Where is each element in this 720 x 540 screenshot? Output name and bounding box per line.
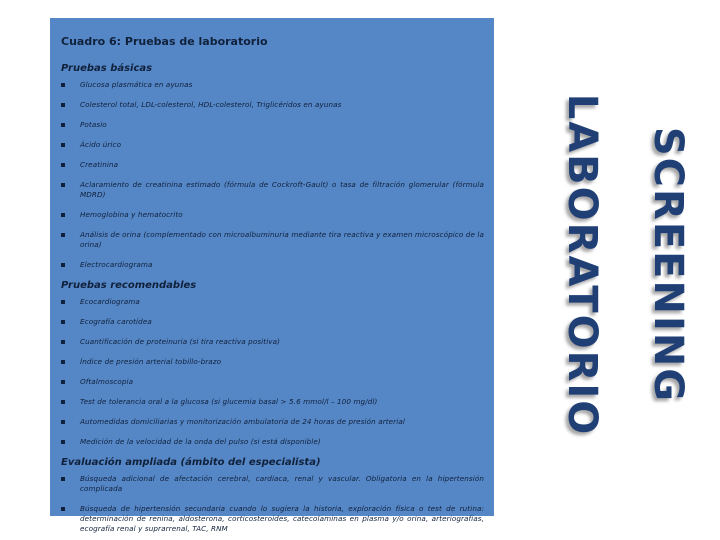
item-text: Índice de presión arterial tobillo-brazo — [80, 357, 222, 366]
item-text: Ecografía carotídea — [80, 317, 152, 326]
bullet-icon — [61, 420, 65, 424]
item-list — [61, 297, 484, 447]
side-title-laboratorio: LABORATORIO — [559, 93, 605, 437]
section-heading: Pruebas recomendables — [61, 280, 197, 291]
section-heading: Pruebas básicas — [61, 63, 153, 74]
section-basic-tests — [61, 63, 484, 270]
list-item — [61, 504, 484, 534]
panel-title: Cuadro 6: Pruebas de laboratorio — [61, 35, 268, 48]
list-item — [61, 317, 484, 327]
bullet-icon — [61, 477, 65, 481]
item-text: Oftalmoscopia — [80, 377, 134, 386]
list-item — [61, 474, 484, 494]
item-text: Medición de la velocidad de la onda del pulso (si está disponible) — [80, 437, 321, 446]
bullet-icon — [61, 440, 65, 444]
section-recommended-tests — [61, 280, 484, 447]
list-item — [61, 100, 484, 110]
bullet-icon — [61, 123, 65, 127]
bullet-icon — [61, 103, 65, 107]
bullet-icon — [61, 143, 65, 147]
side-title-screening: SCREENING — [645, 126, 691, 404]
bullet-icon — [61, 400, 65, 404]
list-item — [61, 260, 484, 270]
item-text: Búsqueda adicional de afectación cerebral, cardiaca, renal y vascular. Obligatoria en la hipertensión complicada — [80, 474, 484, 493]
list-item — [61, 210, 484, 220]
list-item — [61, 417, 484, 427]
item-text: Electrocardiograma — [80, 260, 153, 269]
item-text: Colesterol total, LDL-colesterol, HDL-colesterol, Triglicéridos en ayunas — [80, 100, 342, 109]
item-text: Análisis de orina (complementado con microalbuminuria mediante tira reactiva y examen microscópico de la orina) — [80, 230, 484, 249]
list-item — [61, 297, 484, 307]
bullet-icon — [61, 320, 65, 324]
item-text: Hemoglobina y hematocrito — [80, 210, 183, 219]
bullet-icon — [61, 83, 65, 87]
list-item — [61, 357, 484, 367]
bullet-icon — [61, 183, 65, 187]
item-text: Aclaramiento de creatinina estimado (fórmula de Cockroft-Gault) o tasa de filtración glomerular (fórmula MDRD) — [80, 180, 484, 199]
bullet-icon — [61, 163, 65, 167]
bullet-icon — [61, 507, 65, 511]
item-text: Ecocardiograma — [80, 297, 140, 306]
lab-tests-panel — [50, 18, 494, 533]
item-text: Búsqueda de hipertensión secundaria cuando lo sugiera la historia, exploración física o test de rutina: determinación de renina, aldosterona, corticosteroides, catecolaminas en plasma y/o orina, arteriografías, ecografía renal y suprarrenal, TAC, RNM — [80, 504, 484, 533]
item-text: Potasio — [80, 120, 107, 129]
item-list — [61, 80, 484, 270]
list-item — [61, 120, 484, 130]
bullet-icon — [61, 213, 65, 217]
section-heading: Evaluación ampliada (ámbito del especialista) — [61, 457, 321, 468]
item-text: Creatinina — [80, 160, 119, 169]
bullet-icon — [61, 380, 65, 384]
section-extended-evaluation — [61, 457, 484, 534]
bullet-icon — [61, 233, 65, 237]
item-text: Automedidas domiciliarias y monitorización ambulatoria de 24 horas de presión arterial — [80, 417, 405, 426]
item-text: Glucosa plasmática en ayunas — [80, 80, 193, 89]
item-text: Cuantificación de proteinuria (si tira reactiva positiva) — [80, 337, 281, 346]
list-item — [61, 140, 484, 150]
item-list — [61, 474, 484, 534]
bullet-icon — [61, 340, 65, 344]
list-item — [61, 437, 484, 447]
list-item — [61, 160, 484, 170]
list-item — [61, 230, 484, 250]
item-text: Ácido úrico — [80, 140, 122, 149]
bullet-icon — [61, 300, 65, 304]
list-item — [61, 377, 484, 387]
list-item — [61, 80, 484, 90]
item-text: Test de tolerancia oral a la glucosa (si glucemia basal > 5.6 mmol/l – 100 mg/dl) — [80, 397, 378, 406]
bullet-icon — [61, 360, 65, 364]
list-item — [61, 180, 484, 200]
list-item — [61, 397, 484, 407]
list-item — [61, 337, 484, 347]
bullet-icon — [61, 263, 65, 267]
